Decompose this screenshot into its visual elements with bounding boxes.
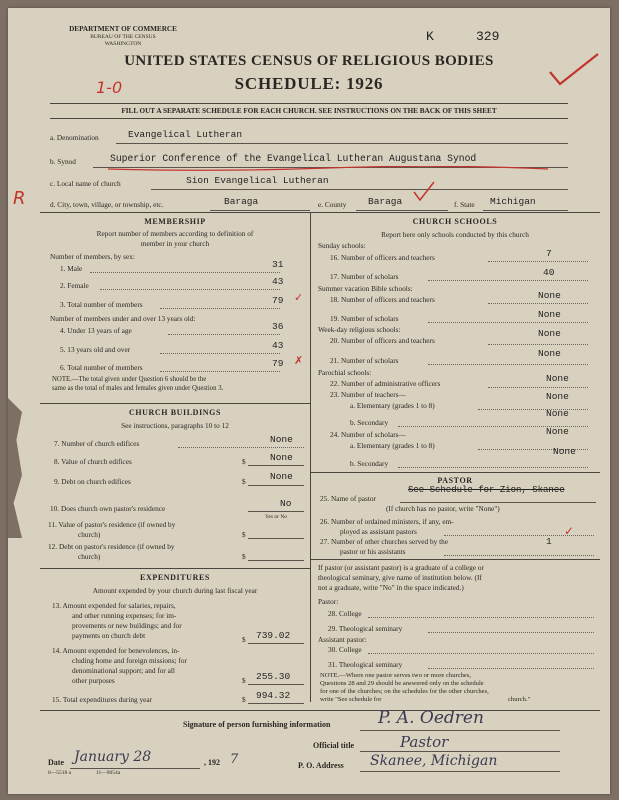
q3-value: 79	[272, 295, 284, 306]
weekday-schools-label: Week-day religious schools:	[318, 325, 401, 334]
bureau-name: BUREAU OF THE CENSUS	[90, 34, 156, 40]
buildings-title: CHURCH BUILDINGS	[128, 408, 222, 417]
city-value: Baraga	[224, 196, 259, 207]
q2-label: 2. Female	[60, 281, 89, 290]
pastor-note: NOTE.—Where one pastor serves two or more churches,	[320, 672, 472, 679]
q5-label: 5. 13 years old and over	[60, 345, 131, 354]
q16-value: 7	[546, 248, 552, 259]
q15-value: 994.32	[256, 690, 291, 701]
red-check-icon	[412, 180, 436, 202]
q6-value: 79	[272, 358, 284, 369]
instruction-line: FILL OUT A SEPARATE SCHEDULE FOR EACH CHURCH. SEE INSTRUCTIONS ON THE BACK OF THIS SHEET	[121, 107, 497, 115]
q29-label: 29. Theological seminary	[328, 624, 403, 633]
q8-value: None	[270, 452, 293, 463]
po-address-label: P. O. Address	[298, 761, 344, 770]
members-by-sex-label: Number of members, by sex:	[50, 252, 135, 261]
q26-label: 26. Number of ordained ministers, if any, em-	[320, 517, 454, 526]
q25-value: See Schedule for Zion, Skanee	[408, 485, 565, 495]
q2-value: 43	[272, 276, 284, 287]
print-number: 11—9054a	[96, 770, 121, 776]
q14-label-3: denominational support; and for all	[72, 666, 175, 675]
pastor-note-5: church."	[508, 696, 531, 703]
po-address-value: Skanee, Michigan	[370, 753, 498, 769]
synod-label: b. Synod	[50, 157, 76, 166]
red-mark-r: R	[13, 188, 26, 209]
q8-dollar: $	[242, 457, 246, 466]
q23-label: 23. Number of teachers—	[330, 390, 406, 399]
q12-label-2: church)	[78, 552, 101, 561]
church-name-label: c. Local name of church	[50, 179, 121, 188]
state-value: Michigan	[490, 196, 536, 207]
dept-name: DEPARTMENT OF COMMERCE	[69, 25, 177, 33]
membership-title: MEMBERSHIP	[144, 217, 206, 226]
q12-dollar: $	[242, 552, 246, 561]
county-value: Baraga	[368, 196, 403, 207]
pastor-note-4: write "See schedule for	[320, 696, 382, 703]
schools-title: CHURCH SCHOOLS	[412, 217, 498, 226]
pastor-title: PASTOR	[437, 476, 473, 485]
form-title: UNITED STATES CENSUS OF RELIGIOUS BODIES	[124, 53, 494, 69]
membership-intro-2: member in your church	[140, 239, 210, 248]
q22-value: None	[546, 373, 569, 384]
q17-value: 40	[543, 267, 555, 278]
membership-note-2: same as the total of males and females given under Question 3.	[52, 385, 224, 392]
red-tick-q27-icon: ✓	[564, 524, 575, 538]
q15-label: 15. Total expenditures during year	[52, 695, 153, 704]
signature-value: P. A. Oedren	[378, 708, 484, 728]
q27-value: 1	[546, 536, 552, 547]
q7-value: None	[270, 434, 293, 445]
form-number: 6—5518 a	[48, 770, 72, 776]
q12-label: 12. Debt on pastor's residence (if owned by	[48, 542, 175, 551]
q21-label: 21. Number of scholars	[330, 356, 399, 365]
q14-label-2: cluding home and foreign missions; for	[72, 656, 187, 665]
q13-label-3: provements or new buildings; and for	[72, 621, 182, 630]
q28-label: 28. College	[328, 609, 362, 618]
q13-label: 13. Amount expended for salaries, repairs,	[52, 601, 176, 610]
q24-label: 24. Number of scholars—	[330, 430, 406, 439]
denomination-label: a. Denomination	[50, 133, 99, 142]
date-value: January 28	[74, 749, 152, 765]
pastor-subhead: Pastor:	[318, 597, 339, 606]
census-schedule-page	[8, 8, 610, 794]
q20-value: None	[538, 328, 561, 339]
q18-label: 18. Number of officers and teachers	[330, 295, 435, 304]
q18-value: None	[538, 290, 561, 301]
official-title-label: Official title	[313, 741, 355, 750]
graduate-instruction-3: not a graduate, write "No" in the space indicated.)	[318, 583, 464, 592]
red-tick-q3-icon: ✓	[294, 291, 304, 304]
red-underline-icon	[108, 166, 548, 172]
red-x-q6-icon: ✗	[294, 354, 304, 367]
q24b-value: None	[553, 446, 576, 457]
official-title-value: Pastor	[400, 733, 449, 751]
county-label: e. County	[318, 200, 347, 209]
q9-value: None	[270, 471, 293, 482]
denomination-value: Evangelical Lutheran	[128, 129, 243, 140]
signature-label: Signature of person furnishing information	[183, 720, 331, 729]
q3-label: 3. Total number of members	[60, 300, 143, 309]
q1-label: 1. Male	[60, 264, 83, 273]
year-digit: 7	[230, 752, 239, 767]
q17-label: 17. Number of scholars	[330, 272, 399, 281]
q5-value: 43	[272, 340, 284, 351]
q14-label: 14. Amount expended for benevolences, in-	[52, 646, 180, 655]
summer-schools-label: Summer vacation Bible schools:	[318, 284, 413, 293]
q6-label: 6. Total number of members	[60, 363, 143, 372]
year-prefix: , 192	[204, 758, 220, 767]
q1-value: 31	[272, 259, 284, 270]
q4-label: 4. Under 13 years of age	[60, 326, 132, 335]
q11-label-2: church)	[78, 530, 101, 539]
expenditures-sub: Amount expended by your church during last fiscal year	[92, 586, 258, 595]
pastor-note-2: Questions 28 and 29 should be answered only on the schedule	[320, 680, 484, 687]
q10-value: No	[280, 498, 292, 509]
q31-label: 31. Theological seminary	[328, 660, 403, 669]
q22-label: 22. Number of administrative officers	[330, 379, 441, 388]
torn-edge	[8, 398, 22, 538]
q9-label: 9. Debt on church edifices	[54, 477, 131, 486]
q23b-value: None	[546, 408, 569, 419]
schools-sub: Report here only schools conducted by this church	[381, 230, 529, 239]
q13-label-4: payments on church debt	[72, 631, 146, 640]
q19-label: 19. Number of scholars	[330, 314, 399, 323]
q19-value: None	[538, 309, 561, 320]
schedule-title: SCHEDULE: 1926	[234, 74, 384, 93]
members-by-age-label: Number of members under and over 13 years old:	[50, 314, 196, 323]
q11-dollar: $	[242, 530, 246, 539]
q7-label: 7. Number of church edifices	[54, 439, 140, 448]
pastor-note-3: for one of the churches; on the schedules for the other churches,	[320, 688, 489, 695]
q21-value: None	[538, 348, 561, 359]
church-name-value: Sion Evangelical Lutheran	[186, 175, 329, 186]
q27-label-2: pastor or his assistants	[340, 547, 406, 556]
parochial-schools-label: Parochial schools:	[318, 368, 372, 377]
q14-value: 255.30	[256, 671, 291, 682]
q30-label: 30. College	[328, 645, 362, 654]
q23a-value: None	[546, 391, 569, 402]
red-check-mark-icon	[546, 50, 602, 90]
expenditures-title: EXPENDITURES	[140, 573, 210, 582]
sunday-schools-label: Sunday schools:	[318, 241, 366, 250]
q14-label-4: other purposes	[72, 676, 115, 685]
q25-note: (If church has no pastor, write "None")	[386, 504, 500, 513]
q24a-value: None	[546, 426, 569, 437]
q27-label: 27. Number of other churches served by the	[320, 537, 449, 546]
red-mark-fraction: 1-0	[96, 78, 123, 97]
q11-label: 11. Value of pastor's residence (if owned by	[48, 520, 176, 529]
bureau-city: WASHINGTON	[104, 41, 142, 47]
q15-dollar: $	[242, 695, 246, 704]
q25-label: 25. Name of pastor	[320, 494, 376, 503]
buildings-sub: See instructions, paragraphs 10 to 12	[121, 421, 229, 430]
q9-dollar: $	[242, 477, 246, 486]
q16-label: 16. Number of officers and teachers	[330, 253, 435, 262]
state-label: f. State	[454, 200, 475, 209]
q24b-label: b. Secondary	[350, 459, 389, 468]
serial-number: 329	[476, 29, 500, 44]
q20-label: 20. Number of officers and teachers	[330, 336, 435, 345]
q4-value: 36	[272, 321, 284, 332]
membership-intro: Report number of members according to definition of	[96, 229, 254, 238]
q13-label-2: and other running expenses; for im-	[72, 611, 177, 620]
q23b-label: b. Secondary	[350, 418, 389, 427]
q23a-label: a. Elementary (grades 1 to 8)	[350, 401, 435, 410]
q24a-label: a. Elementary (grades 1 to 8)	[350, 441, 435, 450]
q10-label: 10. Does church own pastor's residence	[50, 504, 166, 513]
q8-label: 8. Value of church edifices	[54, 457, 132, 466]
city-label: d. City, town, village, or township, etc.	[50, 200, 164, 209]
q13-dollar: $	[242, 635, 246, 644]
q13-value: 739.02	[256, 630, 291, 641]
yes-no-hint: Yes or No	[265, 514, 288, 520]
q26-label-2: ployed as assistant pastors	[340, 527, 417, 536]
graduate-instruction: If pastor (or assistant pastor) is a graduate of a college or	[318, 563, 484, 572]
membership-note: NOTE.—The total given under Question 6 should be the	[52, 376, 207, 383]
date-label: Date	[48, 758, 64, 767]
q14-dollar: $	[242, 676, 246, 685]
synod-value: Superior Conference of the Evangelical Lutheran Augustana Synod	[110, 153, 477, 164]
graduate-instruction-2: theological seminary, give name of institution below. (If	[318, 573, 482, 582]
assistant-pastor-subhead: Assistant pastor:	[318, 635, 367, 644]
serial-letter: K	[426, 29, 434, 44]
